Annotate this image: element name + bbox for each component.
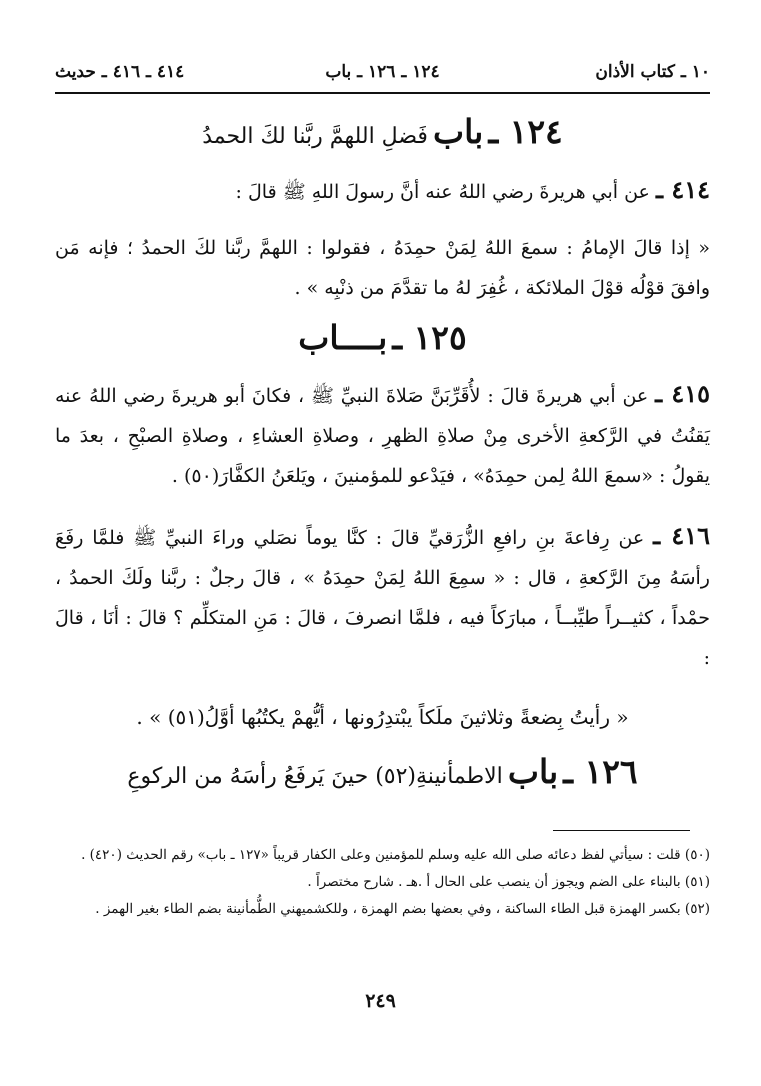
hadith-number: ٤١٥ ـ: [655, 379, 710, 408]
hadith-text: عن رِفاعةَ بنِ رافعِ الزُّرَقيِّ قالَ : كنَّا يوماً نصَلي وراءَ النبيِّ ﷺ فلمَّا رفَعَ رأسَهُ مِنَ الرَّكعةِ ، قال : « سمِعَ اللهُ لِمَنْ حمِدَهُ » ، قالَ رجلٌ : ربَّنا ولَكَ الحمدُ ، حمْداً ، كثيــراً طيِّبــاً ، مبارَكاً فيه ، فلمَّا انصرفَ ، قالَ : مَنِ المتكلِّم ؟ قالَ : أنَا ، قالَ :: [55, 527, 710, 669]
hadith-414-text: « إذا قالَ الإمامُ : سمعَ اللهُ لِمَنْ حمِدَهُ ، فقولوا : اللهمَّ ربَّنا لكَ الحمدُ ؛ فإنه مَن وافقَ قوْلُه قوْلَ الملائكة ، غُفِرَ لهُ ما تقدَّمَ من ذنْبِه » .: [55, 237, 710, 299]
hadith-number: ٤١٦ ـ: [653, 521, 711, 550]
chapter-title: الاطمأنينةِ(٥٢) حينَ يَرفَعُ رأسَهُ من الركوعِ: [127, 764, 503, 789]
chapter-number: ١٢٤ ـ: [488, 112, 563, 151]
chapter-heading-125: [55, 318, 710, 357]
hadith-number: ٤١٤ ـ: [655, 175, 710, 204]
footnote-52: (٥٢) بكسر الهمزة قبل الطاء الساكنة ، وفي بعضها بضم الهمزة ، وللكشميهني الطُّمأنينة بضم الطاء بغير الهمز .: [95, 901, 710, 917]
chapter-number: ١٢٦ ـ: [563, 752, 638, 791]
chapter-number: ١٢٥ ـ: [392, 318, 467, 357]
chapter-bab: باب: [507, 752, 559, 791]
hadith-text: عن أبي هريرةَ قالَ : لأُقَرِّبَنَّ صَلاةَ النبيِّ ﷺ ، فكانَ أبو هريرةَ رضي اللهُ عنه يَقنُتُ في الرَّكعةِ الأخرى مِنْ صلاةِ الظهرِ ، وصلاةِ العشاءِ ، وصلاةِ الصبْحِ ، بعدَ ما يقولُ : «سمعَ اللهُ لِمن حمِدَهُ» ، فيَدْعو للمؤمنينَ ، ويَلعَنُ الكفَّارَ(٥٠) .: [55, 385, 710, 487]
running-header: [55, 58, 710, 94]
hadith-416-quote: « رأيتُ بِضعةً وثلاثينَ ملَكاً يبْتدِرُونها ، أيُّهمْ يكتُبُها أوَّلُ(٥١) » .: [136, 705, 629, 729]
footnotes: [55, 842, 710, 923]
page-number: ٢٤٩: [365, 990, 396, 1012]
hadith-414-intro: [55, 170, 710, 212]
footnote-divider: [553, 830, 690, 831]
hadith-intro: عن أبي هريرةَ رضي اللهُ عنه أنَّ رسولَ اللهِ ﷺ قالَ :: [235, 181, 650, 203]
chapter-bab: باب: [433, 112, 484, 151]
chapter-heading-124: [55, 112, 710, 151]
header-book-title: ١٠ ـ كتاب الأذان: [595, 62, 710, 82]
header-hadith-range: ٤١٤ ـ ٤١٦ ـ حديث: [55, 62, 185, 82]
header-chapter-range: ١٢٤ ـ ١٢٦ ـ باب: [325, 62, 440, 82]
footnote-50: (٥٠) قلت : سيأتي لفظ دعائه صلى الله عليه وسلم للمؤمنين وعلى الكفار قريباً «١٢٧ ـ باب» رقم الحديث (٤٢٠) .: [81, 847, 710, 863]
chapter-heading-126: [55, 752, 710, 791]
footnote-51: (٥١) بالبناء على الضم ويجوز أن ينصب على الحال أ .هـ . شارح مختصراً .: [307, 874, 710, 890]
chapter-bab: بــــاب: [298, 318, 388, 357]
hadith-416: [55, 516, 710, 678]
chapter-title: فَضلِ اللهمَّ ربَّنا لكَ الحمدُ: [202, 124, 428, 149]
hadith-415: [55, 374, 710, 496]
